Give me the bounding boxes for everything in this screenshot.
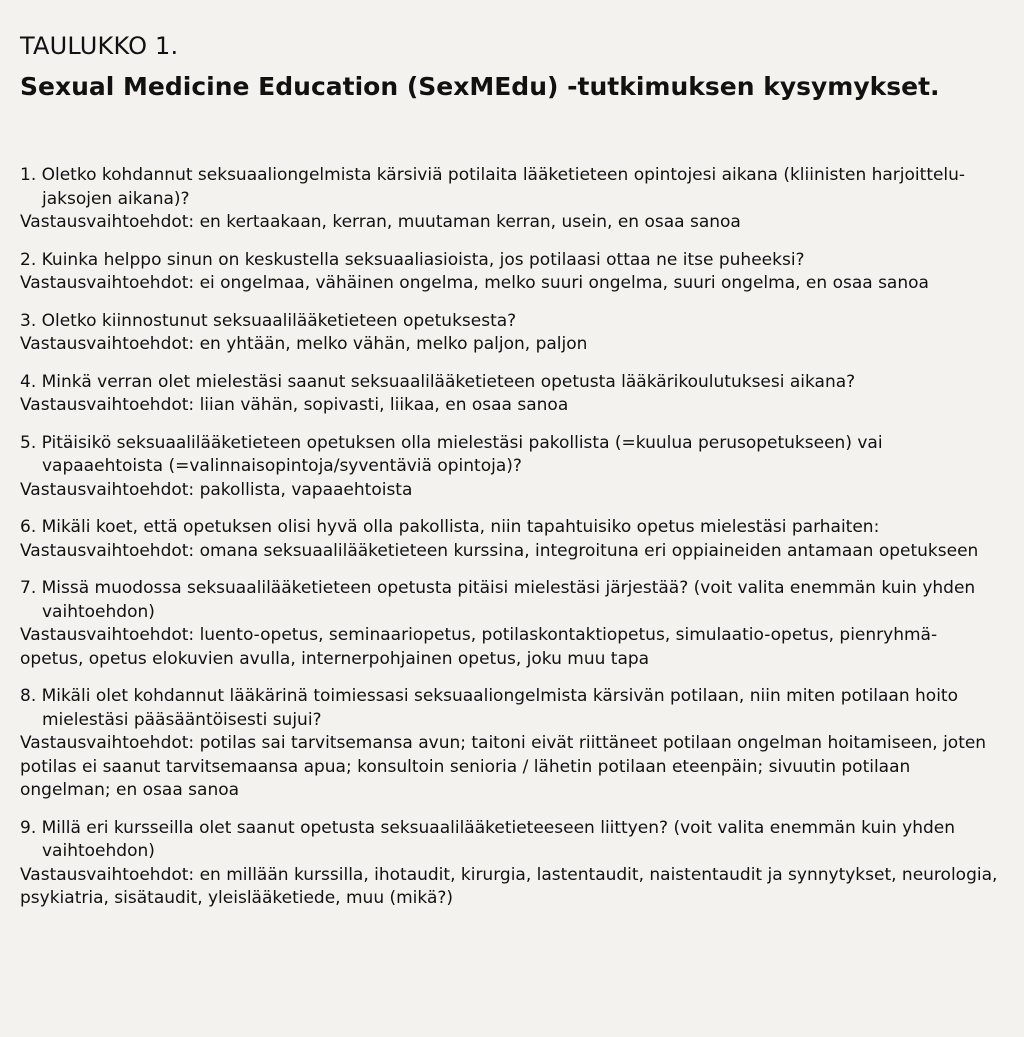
answer-options: Vastausvaihtoehdot: potilas sai tarvitsemansa avun; taitoni eivät riittäneet potilaan ongelman hoitamiseen, joten potilas ei saanut tarvitsemaansa apua; konsultoin senioria / lähetin potilaan eteenpäin; sivuutin potilaan ongelman; en osaa sanoa bbox=[20, 733, 987, 800]
answer-options: Vastausvaihtoehdot: luento-opetus, seminaariopetus, potilaskontaktiopetus, simulaatio-opetus, pienryhmä-opetus, opetus elokuvien avulla, internerpohjainen opetus, joku muu tapa bbox=[20, 625, 938, 669]
question-item-8 bbox=[20, 685, 1000, 803]
answer-options: Vastausvaihtoehdot: pakollista, vapaaehtoista bbox=[20, 479, 413, 500]
question-list bbox=[20, 164, 1000, 925]
question-item-4 bbox=[20, 371, 1000, 418]
question-item-9 bbox=[20, 817, 1000, 911]
answer-options: Vastausvaihtoehdot: omana seksuaalilääketieteen kurssina, integroituna eri oppiaineiden antamaan opetukseen bbox=[20, 540, 979, 561]
question-item-1 bbox=[20, 164, 1000, 235]
question-text: 7. Missä muodossa seksuaalilääketieteen opetusta pitäisi mielestäsi järjestää? (voit valita enemmän kuin yhden vaihtoehdon) bbox=[20, 578, 976, 622]
question-text: 1. Oletko kohdannut seksuaaliongelmista kärsiviä potilaita lääketieteen opintojesi aikana (kliinisten harjoittelu-jaksojen aikana)? bbox=[20, 165, 966, 209]
answer-options: Vastausvaihtoehdot: en yhtään, melko vähän, melko paljon, paljon bbox=[20, 334, 588, 354]
table-label: TAULUKKO 1. bbox=[20, 32, 179, 60]
question-item-7 bbox=[20, 577, 1000, 671]
table-title: Sexual Medicine Education (SexMEdu) -tutkimuksen kysymykset. bbox=[20, 72, 940, 101]
question-item-2 bbox=[20, 249, 1000, 296]
question-text: 2. Kuinka helppo sinun on keskustella seksuaaliasioista, jos potilaasi ottaa ne itse puheeksi? bbox=[20, 249, 805, 270]
answer-options: Vastausvaihtoehdot: en millään kurssilla, ihotaudit, kirurgia, lastentaudit, naistentaudit ja synnytykset, neurologia, psykiatria, sisätaudit, yleislääketiede, muu (mikä?) bbox=[20, 864, 998, 908]
question-item-3 bbox=[20, 310, 1000, 357]
question-text: 3. Oletko kiinnostunut seksuaalilääketieteen opetuksesta? bbox=[20, 310, 517, 331]
answer-options: Vastausvaihtoehdot: liian vähän, sopivasti, liikaa, en osaa sanoa bbox=[20, 395, 569, 415]
question-item-6 bbox=[20, 516, 1000, 563]
question-item-5 bbox=[20, 432, 1000, 503]
question-text: 4. Minkä verran olet mielestäsi saanut seksuaalilääketieteen opetusta lääkärikoulutuksesi aikana? bbox=[20, 371, 856, 392]
answer-options: Vastausvaihtoehdot: ei ongelmaa, vähäinen ongelma, melko suuri ongelma, suuri ongelma, en osaa sanoa bbox=[20, 273, 929, 293]
question-text: 9. Millä eri kursseilla olet saanut opetusta seksuaalilääketieteeseen liittyen? (voit valita enemmän kuin yhden vaihtoehdon) bbox=[20, 817, 955, 861]
question-text: 6. Mikäli koet, että opetuksen olisi hyvä olla pakollista, niin tapahtuisiko opetus mielestäsi parhaiten: bbox=[20, 517, 880, 537]
answer-options: Vastausvaihtoehdot: en kertaakaan, kerran, muutaman kerran, usein, en osaa sanoa bbox=[20, 212, 741, 232]
question-text: 8. Mikäli olet kohdannut lääkärinä toimiessasi seksuaaliongelmista kärsivän potilaan, niin miten potilaan hoito mielestäsi pääsääntöisesti sujui? bbox=[20, 686, 958, 730]
question-text: 5. Pitäisikö seksuaalilääketieteen opetuksen olla mielestäsi pakollista (=kuulua perusopetukseen) vai vapaaehtoista (=valinnaisopintoja/syventäviä opintoja)? bbox=[20, 432, 883, 476]
